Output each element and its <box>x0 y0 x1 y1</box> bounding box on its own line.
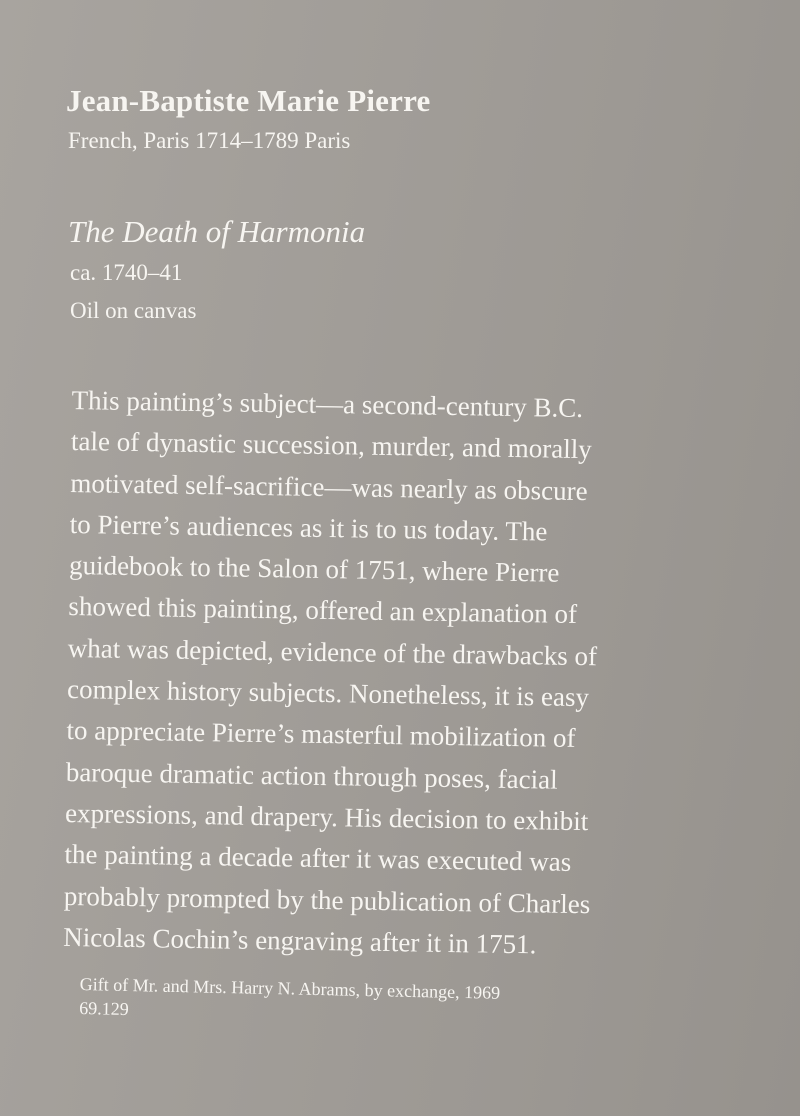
description-line: This painting’s subject—a second-century B.C. <box>71 384 584 424</box>
description-line: to appreciate Pierre’s masterful mobilization of <box>66 715 576 754</box>
description-line: showed this painting, offered an explanation of <box>68 591 578 630</box>
artwork-title: The Death of Harmonia <box>68 214 366 249</box>
description-line: tale of dynastic succession, murder, and morally <box>70 426 592 465</box>
artist-name: Jean-Baptiste Marie Pierre <box>66 83 431 118</box>
description-line: complex history subjects. Nonetheless, it is easy <box>66 674 590 713</box>
credit-line: Gift of Mr. and Mrs. Harry N. Abrams, by exchange, 1969 <box>79 973 501 1003</box>
description-line: to Pierre’s audiences as it is to us today. The <box>69 508 548 547</box>
description-line: expressions, and drapery. His decision to exhibit <box>64 797 589 837</box>
artist-nationality-dates: French, Paris 1714–1789 Paris <box>68 128 351 153</box>
description-line: motivated self-sacrifice—was nearly as obscure <box>70 467 588 506</box>
description-line: probably prompted by the publication of Charles <box>63 880 591 919</box>
description-line: baroque dramatic action through poses, facial <box>65 756 558 795</box>
description-line: Nicolas Cochin’s engraving after it in 1751. <box>63 921 537 960</box>
artwork-medium: Oil on canvas <box>70 298 197 323</box>
accession-number: 69.129 <box>79 997 129 1020</box>
description-line: the painting a decade after it was executed was <box>64 839 572 878</box>
artwork-date: ca. 1740–41 <box>70 260 183 285</box>
credit-line-block <box>79 972 680 1033</box>
artwork-description <box>63 380 722 968</box>
description-line: what was depicted, evidence of the drawbacks of <box>67 632 598 672</box>
description-line: guidebook to the Salon of 1751, where Pierre <box>68 550 560 588</box>
